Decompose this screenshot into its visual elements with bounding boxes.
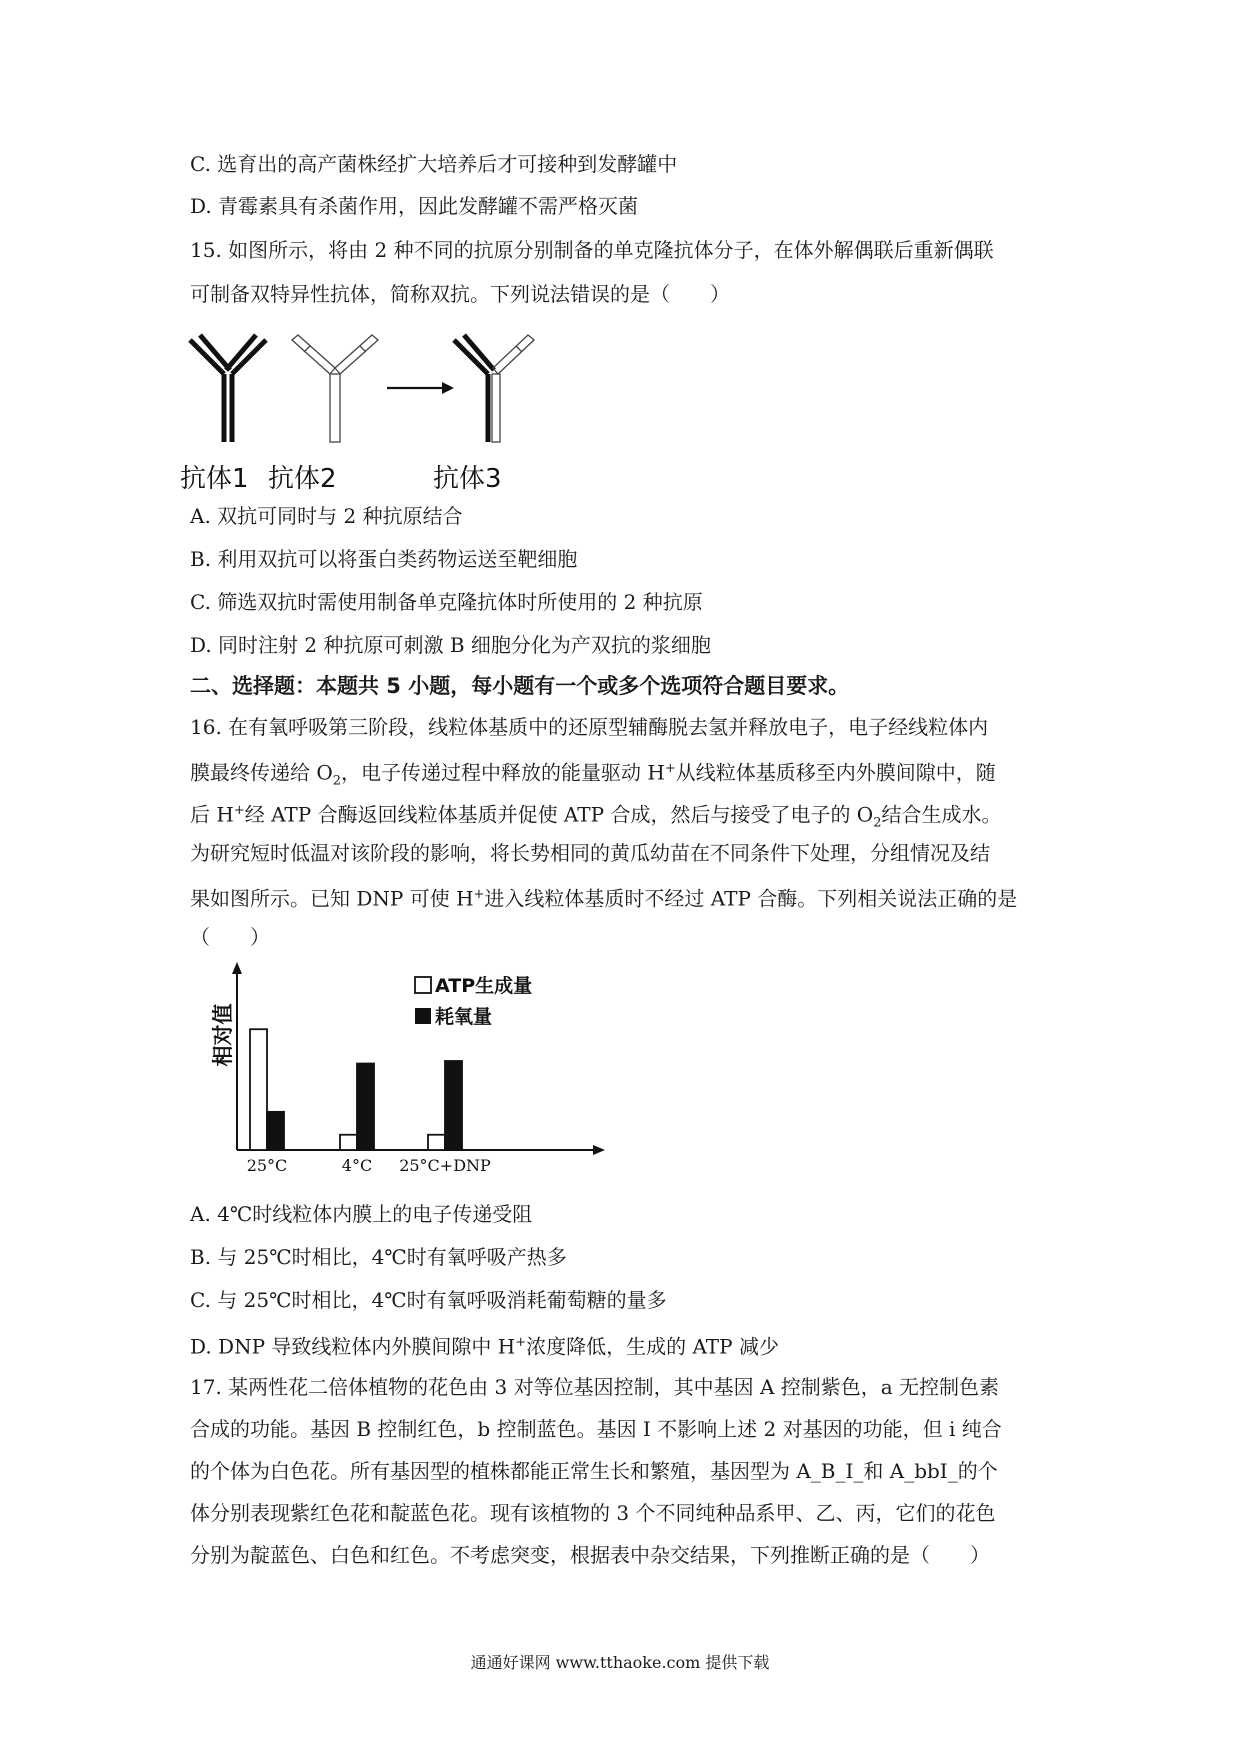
bars-group [250, 1029, 462, 1150]
bar-atp-2 [428, 1135, 445, 1150]
bar-atp-1 [340, 1135, 357, 1150]
q17-stem-line-3: 的个体为白色花。所有基因型的植株都能正常生长和繁殖，基因型为 A_B_I_和 A_bbI_的个 [190, 1459, 998, 1483]
q16-stem-line-5: 果如图所示。已知 DNP 可使 H+进入线粒体基质时不经过 ATP 合酶。下列相关说法正确的是 [190, 886, 1018, 911]
q16-option-a: A. 4℃时线粒体内膜上的电子传递受阻 [190, 1202, 533, 1226]
q15-stem-line-1: 15. 如图所示，将由 2 种不同的抗原分别制备的单克隆抗体分子，在体外解偶联后重新偶联 [190, 238, 994, 262]
q15-option-c: C. 筛选双抗时需使用制备单克隆抗体时所使用的 2 种抗原 [190, 590, 703, 614]
legend [415, 974, 532, 1028]
q17-stem-line-1: 17. 某两性花二倍体植物的花色由 3 对等位基因控制，其中基因 A 控制紫色，a 无控制色素 [190, 1375, 1000, 1399]
x-axis-arrow-icon [593, 1145, 605, 1155]
q15-option-a: A. 双抗可同时与 2 种抗原结合 [190, 504, 463, 528]
bar-chart-svg [200, 960, 620, 1180]
q16-option-b: B. 与 25℃时相比，4℃时有氧呼吸产热多 [190, 1245, 567, 1269]
antibody-2-shape [292, 335, 378, 442]
legend-label-atp: ATP生成量 [435, 975, 533, 997]
bar-oxygen-1 [357, 1064, 374, 1150]
q14-option-d: D. 青霉素具有杀菌作用，因此发酵罐不需严格灭菌 [190, 194, 639, 218]
bar-oxygen-0 [267, 1112, 284, 1150]
antibody-figure [180, 330, 540, 500]
q16-stem-line-2: 膜最终传递给 $O_2$，电子传递过程中释放的能量驱动 H+从线粒体基质移至内外膜间隙中，随 [190, 760, 996, 789]
bar-oxygen-2 [445, 1061, 462, 1150]
antibody-diagram [180, 330, 540, 500]
q16-option-d: D. DNP 导致线粒体内外膜间隙中 H+浓度降低，生成的 ATP 减少 [190, 1334, 779, 1359]
q15-stem-line-2: 可制备双特异性抗体，简称双抗。下列说法错误的是（ ） [190, 282, 730, 306]
q17-stem-line-2: 合成的功能。基因 B 控制红色，b 控制蓝色。基因 I 不影响上述 2 对基因的功能，但 i 纯合 [190, 1417, 1002, 1441]
legend-swatch-oxygen [415, 1008, 431, 1024]
antibody-1-label: 抗体1 [180, 464, 249, 494]
antibody-1-shape [190, 335, 266, 442]
q16-stem-line-4: 为研究短时低温对该阶段的影响，将长势相同的黄瓜幼苗在不同条件下处理，分组情况及结 [190, 841, 990, 865]
page-footer: 通通好课网 www.tthaoke.com 提供下载 [470, 1653, 770, 1672]
q15-option-d: D. 同时注射 2 种抗原可刺激 B 细胞分化为产双抗的浆细胞 [190, 633, 711, 657]
q16-stem-line-1: 16. 在有氧呼吸第三阶段，线粒体基质中的还原型辅酶脱去氢并释放电子，电子经线粒体内 [190, 715, 989, 739]
q16-option-c: C. 与 25℃时相比，4℃时有氧呼吸消耗葡萄糖的量多 [190, 1288, 667, 1312]
y-axis-label: 相对值 [211, 1003, 235, 1067]
q14-option-c: C. 选育出的高产菌株经扩大培养后才可接种到发酵罐中 [190, 152, 678, 176]
antibody-2-label: 抗体2 [268, 464, 337, 494]
legend-swatch-atp [415, 977, 431, 993]
bar-atp-0 [250, 1029, 267, 1150]
q16-stem-line-3: 后 H+经 ATP 合酶返回线粒体基质并促使 ATP 合成，然后与接受了电子的 $O_2$结合生成水。 [190, 802, 1002, 831]
antibody-3-shape [454, 335, 534, 442]
q15-option-b: B. 利用双抗可以将蛋白类药物运送至靶细胞 [190, 547, 578, 571]
x-tick-label: 25°C+DNP [399, 1156, 491, 1175]
q17-stem-line-4: 体分别表现紫红色花和靛蓝色花。现有该植物的 3 个不同纯种品系甲、乙、丙，它们的花色 [190, 1501, 996, 1525]
bar-chart [200, 960, 620, 1180]
q16-stem-line-6: （ ） [190, 925, 270, 949]
q17-stem-line-5: 分别为靛蓝色、白色和红色。不考虑突变，根据表中杂交结果，下列推断正确的是（ ） [190, 1543, 990, 1567]
y-axis-arrow-icon [232, 962, 242, 974]
x-tick-label: 25°C [246, 1156, 288, 1175]
antibody-3-label: 抗体3 [433, 464, 502, 494]
section-heading: 二、选择题：本题共 5 小题，每小题有一个或多个选项符合题目要求。 [190, 674, 850, 698]
legend-label-oxygen: 耗氧量 [435, 1006, 493, 1028]
x-tick-label: 4°C [341, 1156, 373, 1175]
x-tick-labels [247, 1156, 491, 1175]
arrow-icon [387, 382, 454, 394]
